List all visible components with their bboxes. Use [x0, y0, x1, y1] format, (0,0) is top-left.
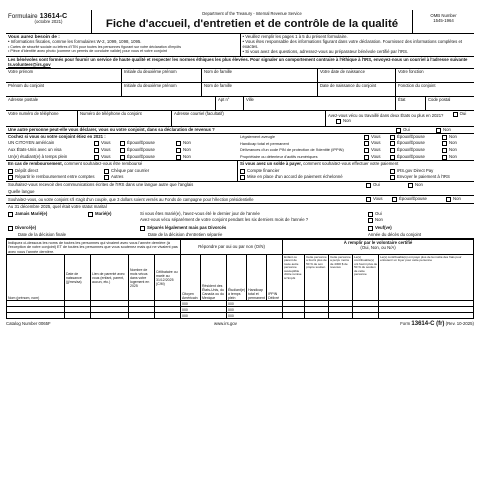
col-header: IPPIN Délivré: [267, 255, 283, 301]
status-label: Un(e) étudiant(e) à temps plein: [8, 153, 68, 159]
status-section: [6, 134, 474, 161]
status-heading: Cochez si vous ou votre conjoint étiez en 2021 :: [8, 133, 106, 139]
separated-checkbox[interactable]: [140, 226, 145, 231]
col-header: Enfant ou parent de toute autre personne susceptible d'être remise à l'impôt: [283, 255, 305, 301]
omb-number: 1545-1964: [433, 17, 454, 23]
needs-heading: Vous aurez besoin de :: [8, 34, 60, 40]
spouse-label: Époux/Épouse: [397, 153, 425, 159]
spouse-death-year-field[interactable]: Année du décès du conjoint: [368, 231, 422, 237]
yes-label: Oui: [373, 182, 380, 188]
question-text: Avez-vous vécu séparément de votre conjoint pendant les six derniers mois de l'année ?: [140, 217, 309, 223]
omb-block: [412, 10, 474, 33]
question-text: Souhaitez-vous recevoir des communications écrites de l'IRS dans une langue autre que l'anglais: [8, 182, 194, 188]
volunteer-header: [283, 240, 474, 255]
marital-section: [6, 204, 474, 239]
multi-state-question: [326, 111, 474, 126]
table-cell: 000: [227, 307, 283, 313]
mail-payment-checkbox[interactable]: [390, 175, 395, 180]
yes-label: Oui: [403, 126, 410, 132]
spouse-checkbox[interactable]: [390, 141, 395, 146]
separation-date-field[interactable]: Date de la décision d'entretien séparée: [148, 231, 223, 237]
spouse-checkbox[interactable]: [120, 141, 125, 146]
field-label: Ville: [246, 97, 254, 103]
status-label: Légalement aveugle: [240, 134, 276, 140]
spouse-checkbox[interactable]: [392, 197, 397, 202]
no-label: Non: [449, 140, 457, 146]
col-header: Étudiant(e) à temps plein: [227, 255, 247, 301]
no-checkbox[interactable]: [436, 128, 441, 133]
last-name-field[interactable]: [202, 69, 318, 82]
field-label: Adresse courriel (facultatif): [174, 111, 224, 117]
spouse-checkbox[interactable]: [390, 135, 395, 140]
form-id-block: [6, 10, 92, 33]
divorced-checkbox[interactable]: [8, 226, 13, 231]
form-title: Fiche d'accueil, d'entretien et de contrôle de la qualité: [105, 17, 399, 30]
status-line: [6, 154, 238, 161]
spouse-checkbox[interactable]: [390, 148, 395, 153]
status-line: [6, 147, 238, 154]
table-cell: 000: [227, 301, 283, 307]
status-line: [238, 147, 474, 154]
no-label: Non: [449, 147, 457, 153]
irs-website: www.irs.gov: [213, 321, 237, 327]
form-number: 13614-C: [39, 11, 68, 20]
no-checkbox[interactable]: [442, 135, 447, 140]
no-checkbox[interactable]: [176, 148, 181, 153]
option-label: Jamais Marié(e): [15, 210, 48, 216]
split-refund-checkbox[interactable]: [8, 175, 13, 180]
job-title-field[interactable]: [396, 69, 474, 82]
needs-item: • Cartes de sécurité sociale ou lettres d'ITIN pour toutes les personnes figurant sur votre déclaration d'impôts: [8, 45, 182, 50]
field-label: État: [398, 97, 406, 103]
no-checkbox[interactable]: [408, 183, 413, 188]
table-cell: 000: [181, 313, 227, 319]
language-field[interactable]: [6, 189, 474, 196]
you-checkbox[interactable]: [94, 155, 99, 160]
no-checkbox[interactable]: [368, 218, 373, 223]
spouse-row: [6, 83, 474, 97]
form-date: (octobre 2021): [34, 19, 63, 25]
form-label: Formulaire: [8, 13, 38, 20]
needs-item: • Informations fiscales, comme les formulaires W-2, 1099, 1098, 1095.: [8, 39, 142, 45]
you-label: Vous: [101, 153, 111, 159]
no-checkbox[interactable]: [176, 141, 181, 146]
mailing-address-field[interactable]: [6, 97, 216, 110]
status-line: [238, 134, 474, 141]
department: Department of the Treasury - Internal Revenue Service: [202, 11, 302, 16]
revision: (Rev. 10-2025): [445, 321, 474, 327]
col-header: Cette personne a fourni plus de 50 % de son propre soutien: [305, 255, 329, 301]
field-label: Fonction du conjoint: [398, 83, 436, 89]
option-label: Marié(e): [95, 210, 112, 216]
needs-item: • Pièce d'identité avec photo (comme un permis de conduire valide) pour vous et votre conjoint: [8, 49, 167, 54]
status-line: [238, 141, 474, 148]
installment-checkbox[interactable]: [240, 175, 245, 180]
yes-checkbox[interactable]: [453, 112, 458, 117]
phone-field[interactable]: [6, 111, 78, 126]
you-label: Vous: [101, 140, 111, 146]
status-label: Propriétaire ou détenteur d'actifs numériques: [240, 153, 318, 159]
col-header: Le(s) contribuable(s) ont payé plus de la moitié des frais pour entretenir un foyer pour cette personne: [379, 255, 474, 301]
volunteer-subtitle: (Oui, Non, ou N/A): [360, 244, 396, 250]
catalog-number: Catalog Number 0065F: [6, 321, 51, 327]
instruction-item: • Vous êtes responsable des informations figurant dans votre déclaration. Fournissez des informations complètes et exactes.: [242, 38, 463, 49]
address-row: [6, 97, 474, 111]
never-married-checkbox[interactable]: [8, 212, 13, 217]
spouse-checkbox[interactable]: [120, 155, 125, 160]
spouse-label: Époux/Épouse: [397, 147, 425, 153]
col-header: Célibataire ou marié au 31/12/2025 (C/M): [155, 255, 181, 301]
field-label: Initiale du deuxième prénom: [124, 69, 177, 75]
widowed-checkbox[interactable]: [368, 226, 373, 231]
you-checkbox[interactable]: [366, 197, 371, 202]
option-label: Compte financier: [247, 167, 280, 173]
question-text: Si vous êtes marié(e), l'avez-vous été le dernier jour de l'année: [140, 210, 260, 216]
you-checkbox[interactable]: [94, 148, 99, 153]
spouse-last-name-field[interactable]: [202, 83, 318, 96]
married-checkbox[interactable]: [88, 212, 93, 217]
you-label: Vous: [371, 133, 381, 139]
financial-account-checkbox[interactable]: [240, 169, 245, 174]
refund-heading: En cas de remboursement,: [8, 161, 63, 167]
no-label: Non: [453, 196, 461, 202]
spouse-label: Époux/Épouse: [127, 140, 155, 146]
language-question: [6, 182, 474, 196]
form-footer: [6, 321, 474, 328]
table-cell: 000: [181, 301, 227, 307]
instruction-item: • Veuillez remplir les pages 1 à 5 du présent formulaire.: [242, 33, 348, 39]
mail-check-checkbox[interactable]: [104, 169, 109, 174]
status-line: [238, 154, 474, 161]
field-label: Nom de famille: [204, 69, 232, 75]
you-checkbox[interactable]: [364, 141, 369, 146]
no-label: Non: [443, 126, 451, 132]
field-label: Votre fonction: [398, 69, 424, 75]
zip-field[interactable]: [426, 97, 474, 110]
marital-question: Au 31 décembre 2025, quel était votre statut marital: [8, 204, 107, 210]
field-label: Adresse postale: [8, 97, 39, 103]
spouse-phone-field[interactable]: [78, 111, 172, 126]
option-label: Séparés légalement mais pas Divorcés: [147, 224, 227, 230]
option-label: IRS.gov Direct Pay: [397, 167, 434, 173]
yes-label: Oui: [459, 111, 467, 117]
status-label: Aux États-Unis avec un visa: [8, 147, 62, 153]
table-cell: 000: [181, 307, 227, 313]
notice-email[interactable]: ts.volunteer@irs.gov: [8, 61, 51, 67]
city-field[interactable]: [244, 97, 396, 110]
no-label: Non: [375, 217, 383, 223]
form-header: [6, 10, 474, 34]
state-field[interactable]: [396, 97, 426, 110]
spouse-label: Époux/Épouse: [397, 140, 425, 146]
no-label: Non: [449, 133, 457, 139]
you-label: Vous: [373, 196, 383, 202]
volunteer-title: À remplir par le volontaire certifié: [343, 239, 413, 245]
field-label: Numéro de téléphone du conjoint: [80, 111, 142, 117]
spouse-label: Époux/Épouse: [399, 196, 427, 202]
no-checkbox[interactable]: [336, 119, 341, 124]
field-label: Avez-vous vécu ou travaillé dans deux États ou plus en 2021?: [328, 113, 444, 119]
status-right: [238, 134, 474, 160]
spouse-first-name-field[interactable]: [6, 83, 122, 96]
col-header: Citoyen Américain: [181, 255, 201, 301]
col-header: Handicap total et permanent: [247, 255, 267, 301]
spouse-job-title-field[interactable]: [396, 83, 474, 96]
campaign-fund-question: [6, 196, 474, 204]
payment-heading: Si vous avez un solde à payer,: [240, 161, 302, 167]
email-field[interactable]: [172, 111, 326, 126]
direct-deposit-checkbox[interactable]: [8, 169, 13, 174]
yes-checkbox[interactable]: [368, 212, 373, 217]
yes-checkbox[interactable]: [366, 183, 371, 188]
spouse-birth-date-field[interactable]: [318, 83, 396, 96]
form-number: 13614-C (fr): [411, 321, 445, 328]
divorce-date-field[interactable]: Date de la décision finale: [18, 231, 67, 237]
instructions: [6, 34, 474, 57]
you-checkbox[interactable]: [364, 135, 369, 140]
refund-payment-section: [6, 161, 474, 182]
option-label: Autres: [111, 174, 124, 180]
field-label: Code postal: [428, 97, 451, 103]
you-checkbox[interactable]: [364, 155, 369, 160]
no-label: Non: [183, 140, 191, 146]
status-left: [6, 141, 238, 161]
ethics-notice: [6, 57, 474, 70]
instruction-item: • Si vous avez des questions, adressez-vous au préparateur bénévole certifié par l'IRS.: [242, 48, 409, 54]
no-label: Non: [415, 182, 423, 188]
field-label: Quelle langue: [8, 188, 35, 194]
no-label: Non: [183, 147, 191, 153]
personal-row: [6, 69, 474, 83]
notice-text: Les bénévoles sont formés pour fournir un service de haute qualité et respecter les normes éthiques les plus élevées. Pour signaler un comportement contraire à l'éthique à l'IRS, envoyez-nous un courriel à l'adresse suivante: [8, 56, 468, 62]
form-id-footer: [400, 321, 474, 328]
field-label: Votre prénom: [8, 69, 34, 75]
no-checkbox[interactable]: [446, 197, 451, 202]
omb-label: OMB Number: [430, 13, 457, 18]
col-header: Nombre de mois vécus dans votre logement en 2025: [129, 255, 155, 301]
you-checkbox[interactable]: [94, 141, 99, 146]
refund-question: comment souhaitez-vous être remboursé: [64, 161, 143, 167]
no-checkbox[interactable]: [442, 155, 447, 160]
you-label: Vous: [371, 147, 381, 153]
refund-block: [6, 161, 238, 181]
spouse-label: Époux/Épouse: [127, 147, 155, 153]
col-header: Résident des États-Unis, du Canada ou du Mexique: [201, 255, 227, 301]
status-label: Handicap total et permanent: [240, 140, 289, 146]
question-text: Souhaitez-vous, ou votre conjoint s'il s'agit d'un couple, que 3 dollars soient versés au Fonds de campagne pour l'élection présidentielle: [8, 196, 254, 202]
yes-no-instruction: Répondre par oui ou par non (O/N): [181, 240, 283, 255]
option-label: Veuf(ve): [375, 224, 392, 230]
first-name-field[interactable]: [6, 69, 122, 82]
contact-row: [6, 111, 474, 127]
field-label: Nom de famille: [204, 83, 232, 89]
middle-initial-field[interactable]: [122, 69, 202, 82]
spouse-checkbox[interactable]: [120, 148, 125, 153]
you-label: Vous: [371, 153, 381, 159]
you-label: Vous: [371, 140, 381, 146]
field-label: Votre date de naissance: [320, 69, 365, 75]
you-checkbox[interactable]: [364, 148, 369, 153]
field-label: Date de naissance du conjoint: [320, 83, 377, 89]
field-label: Prénom du conjoint: [8, 83, 45, 89]
status-label: UN CITOYEN américain: [8, 140, 55, 146]
no-label: Non: [183, 153, 191, 159]
option-label: Répartir le remboursement entre comptes: [15, 174, 95, 180]
table-cell: 000: [227, 313, 283, 319]
payment-question: comment souhaitez-vous effectuer votre paiement: [303, 161, 399, 167]
field-label: Apt n°: [218, 97, 230, 103]
form-page: [6, 10, 474, 328]
apt-field[interactable]: [216, 97, 244, 110]
table-row[interactable]: [7, 313, 474, 319]
yes-checkbox[interactable]: [396, 128, 401, 133]
other-checkbox[interactable]: [104, 175, 109, 180]
field-label: Votre numéro de téléphone: [8, 111, 59, 117]
option-label: Dépôt direct: [15, 167, 39, 173]
question-text: Une autre personne peut-elle vous déclarer, vous ou votre conjoint, dans sa déclaration de revenus ?: [8, 126, 215, 132]
option-label: Chèque par courrier: [111, 167, 150, 173]
direct-pay-checkbox[interactable]: [390, 169, 395, 174]
spouse-label: Époux/Épouse: [397, 133, 425, 139]
option-label: Mise en place d'un accord de paiement échelonné: [247, 174, 343, 180]
form-label: Form: [400, 321, 411, 327]
no-checkbox[interactable]: [442, 141, 447, 146]
option-label: Divorcé(e): [15, 224, 37, 230]
yes-label: Oui: [375, 210, 382, 216]
no-checkbox[interactable]: [176, 155, 181, 160]
birth-date-field[interactable]: [318, 69, 396, 82]
col-header: Le(s) contribuable(s) ont fourni plus de 50 % du soutien de cette personne: [353, 255, 379, 301]
status-label: Délivrances d'un code PIN de protection de l'identité (IPPIN): [240, 147, 344, 153]
col-header: Lien de parenté avec vous (enfant, parent, aucun, etc.): [91, 255, 129, 301]
col-header: Date de naissance (jj/mm/aa): [65, 255, 91, 301]
option-label: Envoyer le paiement à l'IRS: [397, 174, 450, 180]
spouse-checkbox[interactable]: [390, 155, 395, 160]
col-header: Cette personne a perçu moins de 4300 $ de revenus: [329, 255, 353, 301]
no-label: Non: [449, 153, 457, 159]
dependents-intro: Indiquez ci-dessous les noms de toutes les personnes qui vivaient avec vous l'année dernière (à l'exception de votre conjoint) ET de toutes les personnes que vous soutenez mais qui ne vivaient pas avec vous l'année dernière.: [7, 240, 181, 255]
no-checkbox[interactable]: [442, 148, 447, 153]
you-label: Vous: [101, 147, 111, 153]
col-header: Nom (prénom, nom): [7, 255, 65, 301]
no-label: Non: [343, 118, 351, 124]
field-label: Initiale du deuxième prénom: [124, 83, 177, 89]
dependents-table: [6, 239, 474, 319]
spouse-label: Époux/Épouse: [127, 153, 155, 159]
spouse-middle-initial-field[interactable]: [122, 83, 202, 96]
payment-block: [238, 161, 474, 181]
